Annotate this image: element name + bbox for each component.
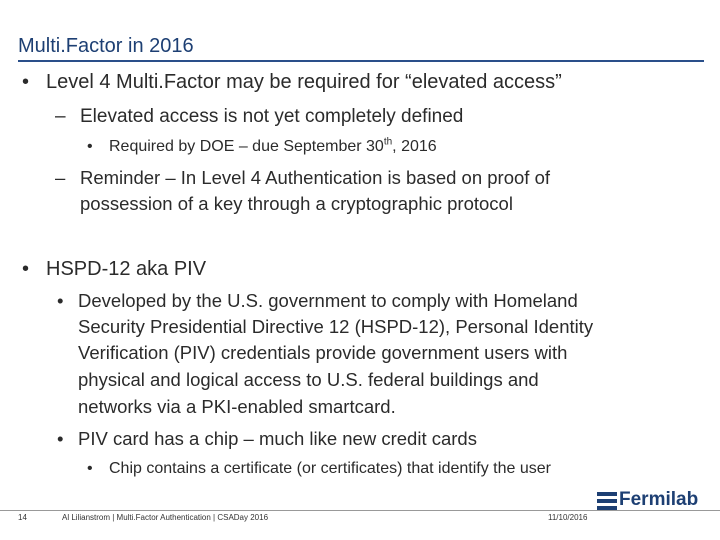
title-divider <box>18 60 704 62</box>
footer-divider <box>0 510 720 511</box>
ordinal-suffix: th <box>383 136 393 148</box>
page-number: 14 <box>18 513 27 522</box>
developed-line: physical and logical access to U.S. federal buildings and <box>78 369 539 390</box>
bullet-marker: • <box>87 460 93 477</box>
bullet-required-by-doe <box>109 138 437 156</box>
bullet-marker: • <box>22 71 30 93</box>
bullet-reminder-line2: possession of a key through a cryptographic protocol <box>80 193 513 214</box>
fermilab-logo-icon <box>597 491 617 511</box>
developed-line: Security Presidential Directive 12 (HSPD-12), Personal Identity <box>78 316 594 337</box>
footer-date: 11/10/2016 <box>548 513 588 522</box>
bullet-marker: • <box>87 138 93 155</box>
bullet-piv-card: PIV card has a chip – much like new credit cards <box>78 428 477 449</box>
bullet-hspd12: HSPD-12 aka PIV <box>46 258 207 280</box>
fermilab-logo-text: Fermilab <box>619 489 699 510</box>
dash-marker: – <box>55 106 66 127</box>
bullet-level4-multifactor: Level 4 Multi.Factor may be required for “elevated access” <box>46 71 562 93</box>
developed-line: Developed by the U.S. government to comply with Homeland <box>78 290 578 311</box>
bullet-elevated-access: Elevated access is not yet completely defined <box>80 106 464 127</box>
bullet-reminder-line1: Reminder – In Level 4 Authentication is based on proof of <box>80 167 550 188</box>
footer-citation: Al Lilianstrom | Multi.Factor Authentication | CSADay 2016 <box>62 513 269 522</box>
bullet-chip-certificate: Chip contains a certificate (or certificates) that identify the user <box>109 460 551 477</box>
dash-marker: – <box>55 167 66 188</box>
developed-line: Verification (PIV) credentials provide government users with <box>78 342 568 363</box>
doe-year-text: , 2016 <box>392 138 437 155</box>
bullet-marker: • <box>22 258 30 280</box>
doe-date-text: Required by DOE – due September 30 <box>109 138 384 155</box>
bullet-marker: • <box>57 290 64 311</box>
bullet-marker: • <box>57 428 64 449</box>
slide-title: Multi.Factor in 2016 <box>18 35 194 57</box>
developed-line: networks via a PKI-enabled smartcard. <box>78 396 396 417</box>
